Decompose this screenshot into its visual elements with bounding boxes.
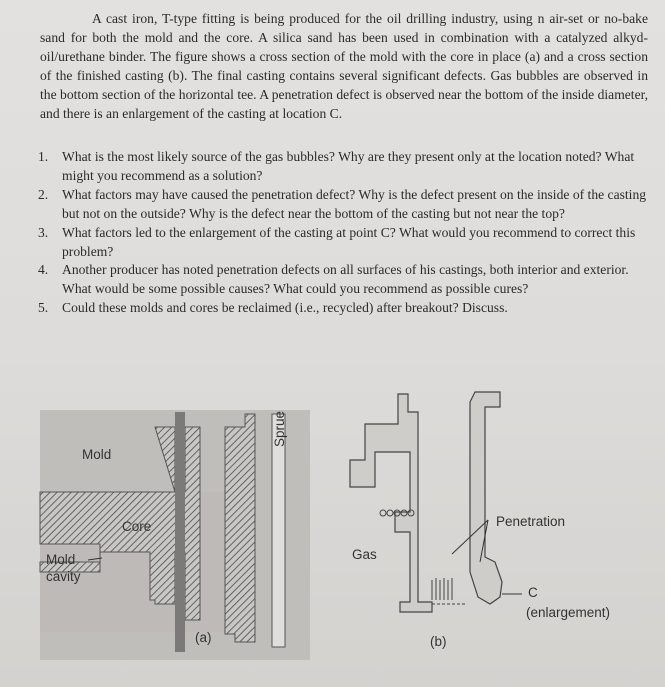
label-mold-cavity-1: Mold	[46, 552, 76, 567]
question-item	[24, 186, 648, 224]
question-item	[24, 224, 648, 262]
label-core: Core	[122, 519, 152, 534]
question-item	[24, 148, 648, 186]
question-item	[24, 261, 648, 299]
casting-right-pipe	[470, 392, 502, 604]
label-mold-cavity-2: cavity	[46, 569, 81, 584]
gas-bubble	[387, 510, 393, 516]
casting-outline	[350, 394, 432, 612]
label-gas: Gas	[352, 547, 377, 562]
label-c: C	[528, 585, 538, 600]
mold-cavity-riser	[225, 414, 255, 642]
question-text: Could these molds and cores be reclaimed (i.e., recycled) after breakout? Discuss.	[62, 300, 508, 316]
intro-paragraph: A cast iron, T-type fitting is being produced for the oil drilling industry, using n air-set or no-bake sand for both the mold and the core. A silica sand has been used in combination with a catalyzed alkyd-oil/urethane binder. The figure shows a cross section of the mold with the core in place (a) and a cross section of the finished casting (b). The final casting contains several significant defects. Gas bubbles are observed in the bottom section of the horizontal tee. A penetration defect is observed near the bottom of the inside diameter, and there is an enlargement of the casting at location C.	[40, 11, 648, 121]
question-text: What factors may have caused the penetration defect? Why is the defect present on the inside of the casting but not on the outside? Why is the defect near the bottom of the casting but not near the top?	[62, 186, 647, 221]
caption-a: (a)	[195, 630, 212, 645]
question-number: 5.	[38, 300, 49, 316]
core-rod	[175, 412, 185, 652]
sprue-channel	[272, 414, 285, 647]
question-text: What is the most likely source of the gas bubbles? Why are they present only at the location noted? What might you recommend as a solution?	[62, 149, 635, 183]
question-number: 2.	[38, 186, 49, 202]
question-text: Another producer has noted penetration defects on all surfaces of his castings, both interior and exterior. What would be some possible causes? What could you recommend as possible cures?	[62, 262, 629, 297]
label-penetration: Penetration	[496, 514, 566, 529]
caption-b: (b)	[430, 634, 447, 649]
question-number: 1.	[38, 149, 49, 164]
label-enlargement: (enlargement)	[526, 605, 611, 620]
label-mold: Mold	[82, 447, 112, 462]
label-sprue: Sprue	[272, 410, 287, 447]
gas-bubble	[380, 510, 386, 516]
question-list	[24, 148, 648, 318]
question-number: 3.	[38, 224, 49, 240]
question-item	[24, 299, 648, 318]
penetration-texture	[432, 578, 452, 600]
figure-area	[0, 372, 665, 687]
casting-diagram	[0, 372, 665, 687]
question-text: What factors led to the enlargement of the casting at point C? What would you recommend to correct this problem?	[62, 224, 636, 259]
question-number: 4.	[38, 262, 49, 278]
